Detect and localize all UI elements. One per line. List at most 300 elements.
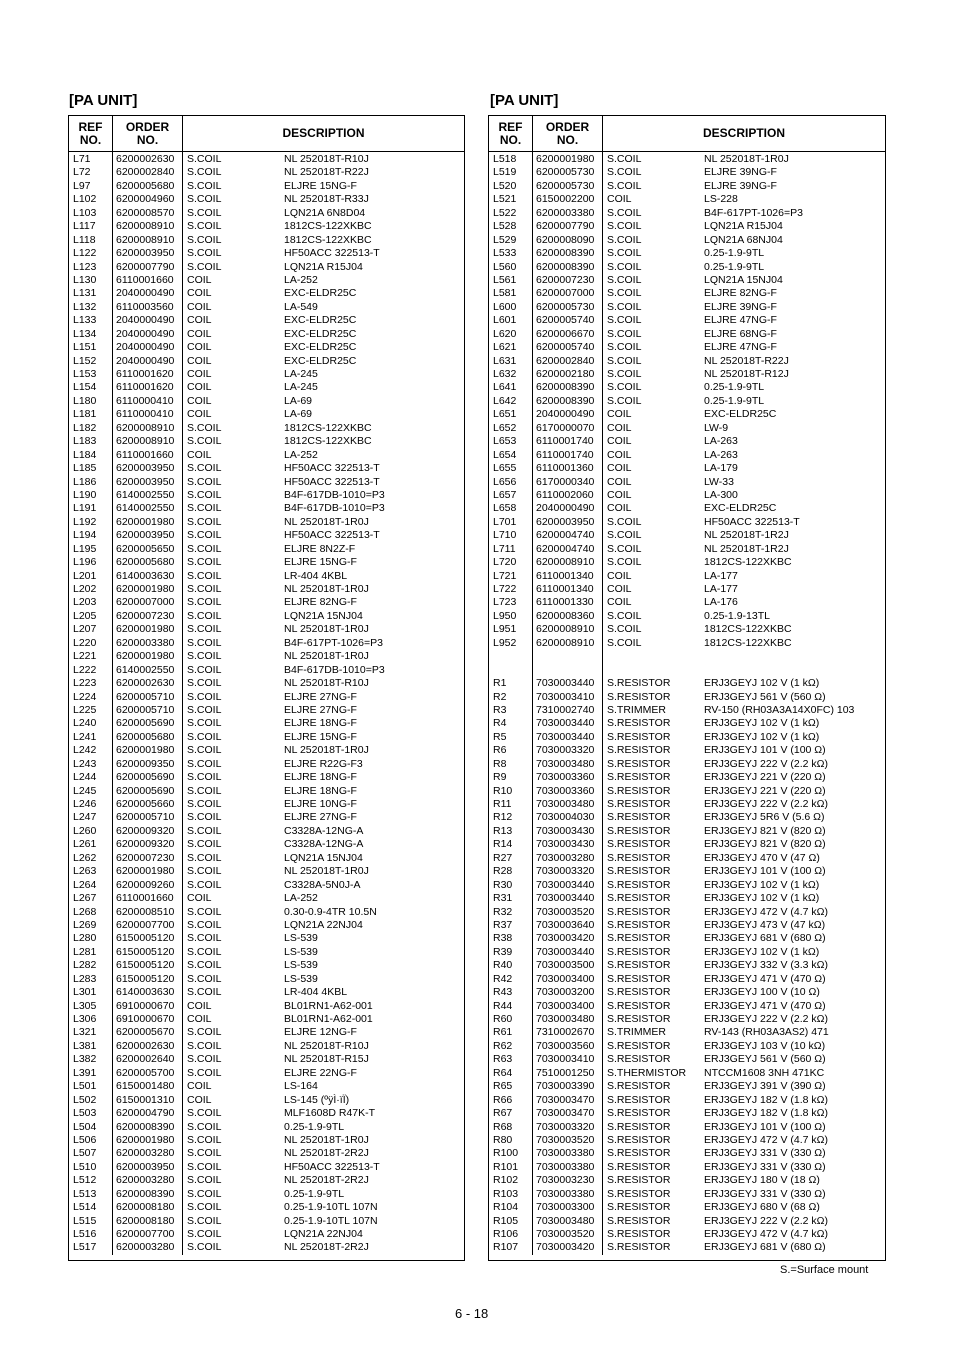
order-no-cell: 6110001620	[116, 368, 174, 380]
part-spec: ELJRE 27NG-F	[284, 690, 357, 703]
description-cell	[603, 1121, 885, 1134]
part-spec: NL 252018T-2R2J	[284, 1241, 369, 1254]
order-no-cell: 6110002060	[536, 488, 594, 501]
order-no-cell: 6110001660	[116, 892, 174, 905]
description-cell	[603, 435, 885, 448]
part-spec: ERJ3GEYJ 102 V (1 kΩ)	[704, 730, 820, 743]
order-no-cell: 7030003480	[536, 1214, 595, 1227]
description-cell	[603, 758, 885, 771]
part-spec: ERJ3GEYJ 222 V (2.2 kΩ)	[704, 1013, 828, 1025]
description-cell	[603, 395, 885, 408]
order-no-cell: 7030003440	[536, 945, 595, 958]
ref-no-cell: L516	[73, 1228, 97, 1240]
part-category: S.RESISTOR	[607, 1201, 671, 1214]
ref-no-cell: L152	[73, 354, 97, 367]
part-spec: LS-539	[284, 932, 318, 945]
order-no-cell: 6200005660	[116, 798, 175, 810]
part-category: S.COIL	[187, 179, 222, 192]
ref-no-cell: L130	[73, 273, 97, 286]
part-category: S.THERMISTOR	[607, 1066, 687, 1079]
order-no-cell: 7030003280	[536, 851, 595, 864]
order-no-cell: 6200004740	[536, 542, 595, 555]
part-category: COIL	[607, 408, 632, 421]
part-spec: HF50ACC 322513-T	[284, 462, 380, 475]
part-spec: LQN21A 6N8D04	[284, 206, 366, 219]
ref-no-cell: R12	[493, 811, 513, 824]
part-spec: LA-245	[284, 368, 318, 380]
part-spec: EXC-ELDR25C	[284, 341, 357, 354]
part-category: S.COIL	[187, 462, 222, 475]
description-column	[603, 152, 885, 1255]
description-cell	[183, 1228, 464, 1241]
order-no-cell: 6200007230	[116, 609, 175, 622]
part-spec: ERJ3GEYJ 182 V (1.8 kΩ)	[704, 1107, 828, 1120]
order-no-cell: 6110000410	[116, 408, 174, 421]
part-spec: NL 252018T-R15J	[284, 1053, 369, 1066]
description-cell	[183, 892, 464, 905]
part-spec: 0.25-1.9-9TL	[284, 1187, 345, 1200]
description-cell	[183, 1121, 464, 1134]
order-no-cell: 6200003280	[116, 1174, 175, 1187]
ref-no-cell: L202	[73, 583, 97, 595]
ref-no-cell: L97	[73, 179, 91, 192]
description-cell	[183, 341, 464, 354]
part-category: S.COIL	[607, 394, 642, 407]
part-category: S.COIL	[187, 771, 222, 784]
description-cell	[183, 879, 464, 892]
ref-no-cell: L723	[493, 596, 517, 609]
part-category: S.COIL	[607, 368, 642, 380]
ref-no-cell: L701	[493, 515, 517, 528]
description-cell	[183, 932, 464, 945]
description-cell	[183, 852, 464, 865]
description-cell	[183, 489, 464, 502]
part-spec: HF50ACC 322513-T	[284, 529, 380, 542]
order-no-cell: 6200005680	[116, 556, 175, 569]
ref-no-cell: L243	[73, 757, 97, 770]
ref-no-cell: L521	[493, 193, 517, 206]
part-category: S.COIL	[607, 314, 642, 327]
ref-no-cell: L220	[73, 636, 97, 649]
order-no-cell: 7030003480	[536, 1013, 595, 1025]
part-category: S.COIL	[187, 475, 222, 488]
ref-no-cell: L528	[493, 220, 517, 233]
part-category: S.RESISTOR	[607, 757, 671, 770]
description-cell	[183, 1215, 464, 1228]
description-cell	[603, 489, 885, 502]
ref-no-cell: L656	[493, 475, 517, 488]
part-spec: 0.25-1.9-9TL	[704, 247, 765, 260]
part-category: S.RESISTOR	[607, 1107, 671, 1120]
part-spec: HF50ACC 322513-T	[704, 515, 800, 528]
part-spec: NL 252018T-1R0J	[284, 650, 369, 663]
part-spec: ERJ3GEYJ 681 V (680 Ω)	[704, 1241, 826, 1254]
order-no-cell: 2040000490	[116, 287, 175, 300]
part-spec: LA-177	[704, 569, 738, 582]
order-no-cell: 6200008910	[116, 233, 175, 246]
description-cell	[183, 704, 464, 717]
order-no-cell: 6200001980	[116, 865, 175, 878]
part-spec: NL 252018T-1R0J	[284, 865, 369, 878]
part-category: S.COIL	[187, 798, 222, 810]
order-no-cell: 6110001360	[536, 462, 594, 475]
part-category: S.RESISTOR	[607, 824, 671, 837]
part-spec: ERJ3GEYJ 102 V (1 kΩ)	[704, 717, 820, 730]
description-cell	[603, 516, 885, 529]
ref-no-cell: L632	[493, 368, 517, 380]
ref-no-cell: R11	[493, 798, 512, 810]
part-spec: ERJ3GEYJ 470 V (47 Ω)	[704, 851, 820, 864]
order-no-cell: 6150001310	[116, 1093, 175, 1106]
ref-no-cell: R65	[493, 1080, 513, 1093]
description-cell	[183, 1107, 464, 1120]
part-spec: NL 252018T-1R0J	[284, 515, 369, 528]
description-cell	[183, 502, 464, 515]
part-spec: C3328A-12NG-A	[284, 838, 364, 851]
ref-no-cell: L263	[73, 865, 97, 878]
ref-no-cell	[493, 650, 532, 663]
part-spec: NTCCM1608 3NH 471KC	[704, 1066, 825, 1079]
description-cell	[603, 744, 885, 757]
description-cell	[183, 677, 464, 690]
order-no-cell: 6200008910	[536, 623, 595, 636]
description-cell	[603, 986, 885, 999]
ref-no-cell: L151	[73, 341, 97, 354]
description-cell	[183, 381, 464, 394]
ref-no-cell: R30	[493, 878, 513, 891]
order-no-cell: 6110001330	[536, 596, 594, 609]
part-category: S.COIL	[187, 1160, 222, 1173]
order-no-cell: 6200007000	[536, 287, 595, 300]
description-cell	[603, 1080, 885, 1093]
part-spec: ELJRE 15NG-F	[284, 179, 357, 192]
description-cell	[603, 1215, 885, 1228]
part-category: S.COIL	[187, 851, 222, 864]
description-cell	[183, 543, 464, 556]
description-cell	[183, 355, 464, 368]
part-spec: ERJ3GEYJ 472 V (4.7 kΩ)	[704, 905, 828, 918]
ref-no-cell: L241	[73, 730, 97, 743]
ref-no-cell: L653	[493, 435, 517, 448]
part-category: COIL	[607, 583, 632, 595]
part-spec: ELJRE 82NG-F	[284, 596, 357, 609]
description-cell	[603, 825, 885, 838]
part-category: S.COIL	[607, 327, 642, 340]
ref-no-cell: L261	[73, 838, 97, 851]
ref-no-cell: R104	[493, 1201, 519, 1214]
ref-no-cell: L301	[73, 986, 97, 999]
order-no-cell: 7030003420	[536, 1241, 595, 1254]
part-spec: 1812CS-122XKBC	[284, 220, 372, 233]
description-cell	[603, 946, 885, 959]
part-spec: ERJ3GEYJ 561 V (560 Ω)	[704, 690, 826, 703]
part-category: S.COIL	[187, 986, 222, 999]
part-category: S.COIL	[187, 529, 222, 542]
order-no-cell: 7030003480	[536, 798, 595, 810]
order-no-cell: 6200007230	[116, 851, 175, 864]
part-category: S.COIL	[187, 865, 222, 878]
order-no-cell: 6200008390	[116, 1187, 175, 1200]
part-category: S.COIL	[607, 636, 642, 649]
description-cell	[603, 1013, 885, 1026]
order-no-cell: 6110001740	[536, 448, 594, 461]
order-no-cell: 6140003630	[116, 986, 175, 999]
part-spec: ELJRE 15NG-F	[284, 730, 357, 743]
description-cell	[603, 852, 885, 865]
order-no-cell: 6200008390	[116, 1120, 175, 1133]
part-category: S.RESISTOR	[607, 784, 671, 797]
description-cell	[183, 301, 464, 314]
part-spec: LA-69	[284, 394, 313, 407]
part-spec: 1812CS-122XKBC	[704, 556, 792, 569]
part-category: S.RESISTOR	[607, 1214, 671, 1227]
part-category: S.TRIMMER	[607, 1026, 666, 1039]
part-category: S.RESISTOR	[607, 1080, 671, 1093]
ref-no-cell: R38	[493, 932, 513, 945]
part-category: COIL	[187, 354, 212, 367]
order-no-cell: 6200002840	[116, 166, 175, 179]
order-no-cell: 6200003950	[116, 247, 175, 260]
order-no-cell: 6200005730	[536, 166, 595, 179]
part-spec: LA-179	[704, 462, 738, 475]
part-spec: NL 252018T-1R0J	[284, 583, 369, 595]
description-cell	[603, 731, 885, 744]
order-no-cell: 6200006670	[536, 327, 595, 340]
part-spec: ERJ3GEYJ 473 V (47 kΩ)	[704, 918, 826, 931]
right-section-title: [PA UNIT]	[490, 92, 559, 109]
part-category: S.RESISTOR	[607, 677, 671, 690]
order-no-cell: 6200005730	[536, 300, 595, 313]
order-no-cell: 6200001980	[116, 744, 175, 757]
ref-no-cell: R5	[493, 730, 507, 743]
part-spec: ERJ3GEYJ 222 V (2.2 kΩ)	[704, 798, 828, 810]
ref-no-cell: L600	[493, 300, 517, 313]
part-spec: ERJ3GEYJ 102 V (1 kΩ)	[704, 892, 820, 905]
part-spec: EXC-ELDR25C	[284, 354, 357, 367]
part-category: S.COIL	[607, 542, 642, 555]
part-category: S.RESISTOR	[607, 878, 671, 891]
ref-no-cell: L267	[73, 892, 97, 905]
description-cell	[603, 476, 885, 489]
order-no-cell: 6200003950	[116, 462, 175, 475]
ref-no-cell: L245	[73, 784, 97, 797]
description-cell	[183, 462, 464, 475]
description-cell	[183, 664, 464, 677]
order-no-cell: 6200005740	[536, 341, 595, 354]
part-category: S.COIL	[187, 166, 222, 179]
ref-no-cell: L186	[73, 475, 97, 488]
part-spec: ELJRE 82NG-F	[704, 287, 777, 300]
description-cell	[603, 610, 885, 623]
part-spec: BL01RN1-A62-001	[284, 1013, 373, 1025]
order-no-cell: 6200008180	[116, 1201, 175, 1214]
description-cell	[603, 811, 885, 824]
description-cell	[183, 1094, 464, 1107]
ref-no-cell: L194	[73, 529, 97, 542]
order-no-cell: 6200003950	[116, 475, 175, 488]
ref-no-header: REF NO.	[489, 116, 533, 151]
order-no-cell: 7030003440	[536, 730, 595, 743]
part-spec: ERJ3GEYJ 102 V (1 kΩ)	[704, 878, 820, 891]
part-spec: ERJ3GEYJ 821 V (820 Ω)	[704, 824, 826, 837]
part-spec: ELJRE 27NG-F	[284, 703, 357, 716]
order-no-cell	[536, 650, 602, 663]
part-spec: C3328A-12NG-A	[284, 824, 364, 837]
order-no-cell: 7030003420	[536, 932, 595, 945]
part-spec: LW-9	[704, 421, 729, 434]
part-category: S.COIL	[187, 220, 222, 233]
ref-no-cell: R6	[493, 744, 507, 757]
description-cell	[183, 529, 464, 542]
ref-no-cell: L950	[493, 609, 517, 622]
part-spec: ERJ3GEYJ 331 V (330 Ω)	[704, 1160, 826, 1173]
part-category: S.COIL	[607, 623, 642, 636]
ref-no-cell: R66	[493, 1093, 513, 1106]
part-spec: ELJRE 47NG-F	[704, 341, 777, 354]
description-cell	[603, 261, 885, 274]
part-spec: LR-404 4KBL	[284, 569, 348, 582]
order-no-cell: 6200005740	[536, 314, 595, 327]
part-spec: LS-539	[284, 972, 318, 985]
ref-no-cell: R60	[493, 1013, 513, 1025]
part-category: S.COIL	[187, 918, 222, 931]
description-cell	[183, 1201, 464, 1214]
part-spec: LA-300	[704, 488, 738, 501]
order-no-cell: 6150005120	[116, 932, 175, 945]
description-cell	[183, 234, 464, 247]
description-cell	[183, 368, 464, 381]
order-no-cell: 6200002180	[536, 368, 595, 380]
description-cell	[183, 758, 464, 771]
ref-no-cell: L281	[73, 945, 97, 958]
ref-no-cell: R100	[493, 1147, 519, 1160]
ref-no-cell: L205	[73, 609, 97, 622]
description-cell	[183, 1080, 464, 1093]
description-cell	[603, 207, 885, 220]
description-cell	[183, 274, 464, 287]
order-no-cell: 6200008390	[536, 260, 595, 273]
part-spec: ELJRE 68NG-F	[704, 327, 777, 340]
ref-no-cell: R14	[493, 838, 513, 851]
ref-no-cell: L282	[73, 959, 97, 972]
part-spec: ELJRE 18NG-F	[284, 717, 357, 730]
order-no-cell: 2040000490	[536, 408, 595, 421]
part-category: S.RESISTOR	[607, 690, 671, 703]
part-spec: LQN21A 15NJ04	[284, 851, 363, 864]
order-no-cell: 6200008090	[536, 233, 595, 246]
order-no-cell	[536, 664, 602, 677]
part-spec: 0.25-1.9-9TL	[704, 260, 765, 273]
part-category: S.COIL	[607, 287, 642, 300]
part-spec: ERJ3GEYJ 821 V (820 Ω)	[704, 838, 826, 851]
part-category: S.COIL	[607, 247, 642, 260]
ref-no-cell: L515	[73, 1214, 97, 1227]
ref-no-cell: L391	[73, 1066, 97, 1079]
order-no-cell: 6200002640	[116, 1053, 175, 1066]
part-category: S.RESISTOR	[607, 892, 671, 905]
part-spec: MLF1608D R47K-T	[284, 1107, 376, 1120]
ref-no-cell: L529	[493, 233, 517, 246]
ref-no-cell: L280	[73, 932, 97, 945]
ref-no-cell: R13	[493, 824, 513, 837]
ref-no-cell: L658	[493, 502, 517, 515]
ref-no-cell: L517	[73, 1241, 97, 1254]
ref-no-cell: L154	[73, 381, 97, 394]
description-cell	[183, 1067, 464, 1080]
order-no-cell: 7030003230	[536, 1174, 595, 1187]
part-spec: ERJ3GEYJ 102 V (1 kΩ)	[704, 677, 820, 690]
part-category: S.COIL	[187, 717, 222, 730]
order-no-cell: 2040000490	[536, 502, 595, 515]
ref-no-cell: L652	[493, 421, 517, 434]
description-cell	[183, 771, 464, 784]
order-no-cell: 6200004960	[116, 193, 175, 206]
description-cell	[603, 287, 885, 300]
order-no-cell: 6200001980	[116, 583, 175, 595]
ref-no-cell: L305	[73, 999, 97, 1012]
part-category: S.RESISTOR	[607, 1228, 671, 1240]
order-no-cell: 6200008510	[116, 905, 175, 918]
order-no-cell: 6200009260	[116, 878, 175, 891]
ref-no-cell: R68	[493, 1120, 513, 1133]
page-number: 6 - 18	[455, 1306, 489, 1321]
ref-no-cell: L185	[73, 462, 97, 475]
order-no-cell: 7030003480	[536, 757, 595, 770]
order-no-cell: 6200009320	[116, 824, 175, 837]
part-category: S.COIL	[187, 556, 222, 569]
part-category	[603, 650, 704, 663]
description-cell	[603, 1201, 885, 1214]
part-spec: 0.25-1.9-9TL	[704, 381, 765, 394]
part-spec: LA-69	[284, 408, 313, 421]
part-spec: EXC-ELDR25C	[284, 314, 357, 327]
order-no-cell: 6170000340	[536, 475, 595, 488]
ref-no-cell: R4	[493, 717, 507, 730]
ref-no-cell: L260	[73, 824, 97, 837]
ref-no-cell: L269	[73, 918, 97, 931]
part-spec: NL 252018T-2R2J	[284, 1174, 369, 1187]
ref-no-cell: L518	[493, 153, 517, 165]
description-cell	[183, 1134, 464, 1147]
order-no-cell: 6170000070	[536, 421, 595, 434]
description-cell	[183, 435, 464, 448]
description-cell	[183, 180, 464, 193]
part-spec: LS-164	[284, 1080, 318, 1093]
ref-no-cell: L240	[73, 717, 97, 730]
order-no-cell: 7030004030	[536, 811, 595, 824]
ref-no-cell: L196	[73, 556, 97, 569]
part-spec: LS-539	[284, 945, 318, 958]
description-cell	[603, 1174, 885, 1187]
part-category: S.RESISTOR	[607, 851, 671, 864]
ref-no-cell: L264	[73, 878, 97, 891]
part-category: S.COIL	[187, 636, 222, 649]
order-no-cell: 6200009320	[116, 838, 175, 851]
description-cell	[183, 261, 464, 274]
part-category: COIL	[187, 408, 212, 421]
order-no-cell: 6110001340	[536, 583, 594, 595]
description-cell	[183, 838, 464, 851]
ref-no-cell: R80	[493, 1133, 513, 1146]
part-category: S.COIL	[187, 784, 222, 797]
part-spec: BL01RN1-A62-001	[284, 999, 373, 1012]
description-header: DESCRIPTION	[282, 126, 365, 140]
part-spec: EXC-ELDR25C	[284, 287, 357, 300]
part-spec: LA-252	[284, 448, 318, 461]
part-category: S.COIL	[187, 421, 222, 434]
part-spec: ERJ3GEYJ 180 V (18 Ω)	[704, 1174, 820, 1187]
part-category: COIL	[187, 300, 212, 313]
